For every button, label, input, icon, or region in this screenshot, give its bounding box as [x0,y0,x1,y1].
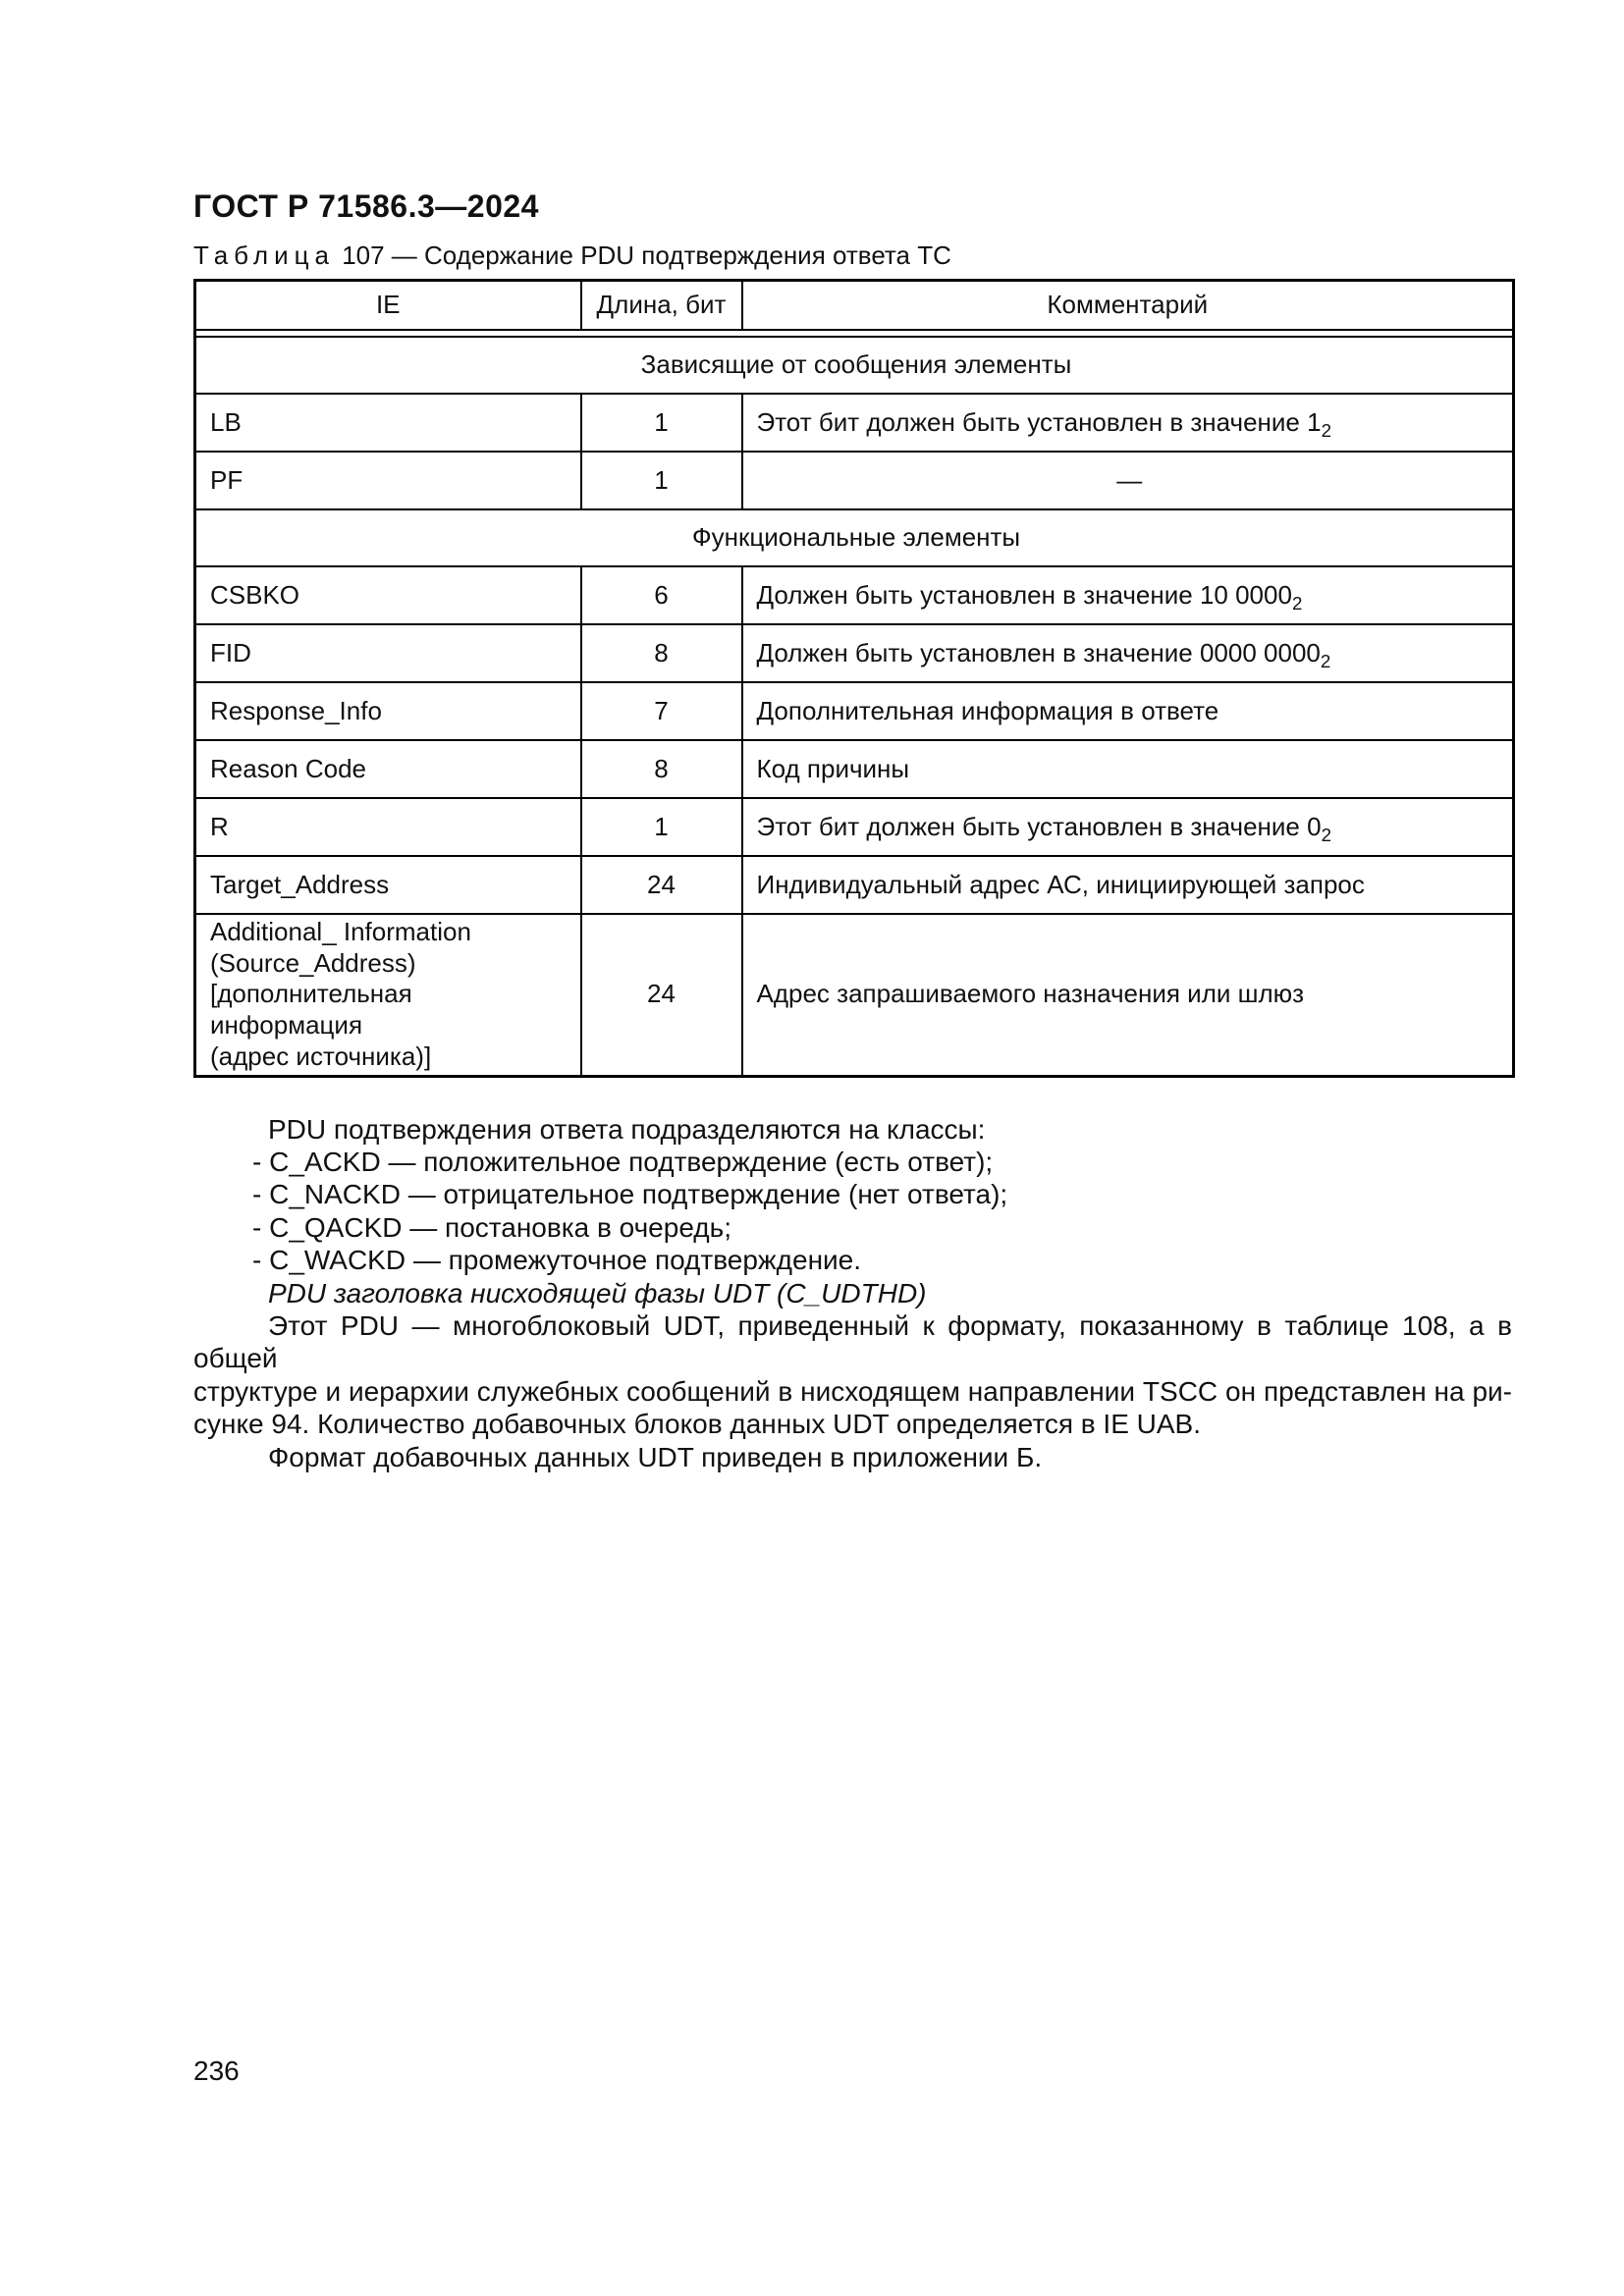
header-double-rule-gap [195,330,1514,337]
cell-comment: Код причины [742,740,1514,798]
table-caption [193,240,1512,271]
cell-ie: Target_Address [195,856,581,914]
cell-ie: LB [195,394,581,452]
pdu-content-table [193,279,1515,1078]
cell-comment: Этот бит должен быть установлен в значение $0_2$ [742,798,1514,856]
table-row [195,740,1514,798]
paragraph-line: Этот PDU — многоблоковый UDT, приведенный к формату, показанному в таблице 108, а в общей [193,1310,1512,1374]
cell-ie: FID [195,624,581,682]
italic-heading: PDU заголовка нисходящей фазы UDT (C_UDTHD) [268,1277,927,1308]
cell-length: 8 [581,740,742,798]
cell-ie: Additional_ Information (Source_Address) [дополнительная информация (адрес источника)] [195,914,581,1076]
table-caption-label: Таблица [193,240,335,270]
list-item: - C_ACKD — положительное подтверждение (есть ответ); [252,1147,994,1177]
cell-comment: Должен быть установлен в значение 0000 $0000_2$ [742,624,1514,682]
paragraph-line: структуре и иерархии служебных сообщений в нисходящем направлении TSCC он представлен на ри- [193,1375,1512,1407]
table-row [195,566,1514,624]
cell-ie: PF [195,452,581,509]
page-number: 236 [193,2056,240,2086]
cell-comment: Дополнительная информация в ответе [742,682,1514,740]
column-header-length: Длина, бит [581,281,742,331]
cell-length: 24 [581,856,742,914]
cell-ie: Reason Code [195,740,581,798]
section-title: Функциональные элементы [195,509,1514,566]
cell-comment: — [742,452,1514,509]
column-header-comment: Комментарий [742,281,1514,331]
cell-comment: Индивидуальный адрес АС, инициирующей запрос [742,856,1514,914]
cell-comment: Этот бит должен быть установлен в значение $1_2$ [742,394,1514,452]
cell-length: 1 [581,452,742,509]
table-row [195,798,1514,856]
table-row [195,914,1514,1076]
table-row [195,624,1514,682]
cell-length: 8 [581,624,742,682]
column-header-ie: IE [195,281,581,331]
cell-length: 1 [581,798,742,856]
table-header-row [195,281,1514,331]
list-item: - C_NACKD — отрицательное подтверждение (нет ответа); [252,1179,1008,1210]
table-row [195,856,1514,914]
table-row [195,394,1514,452]
cell-length: 24 [581,914,742,1076]
cell-ie: Response_Info [195,682,581,740]
paragraph-intro: PDU подтверждения ответа подразделяются на классы: [268,1113,986,1145]
body-text [193,1113,1512,1473]
document-page [193,0,1512,1473]
table-row [195,682,1514,740]
list-item: - C_WACKD — промежуточное подтверждение. [252,1245,862,1276]
cell-comment: Должен быть установлен в значение 10 $0000_2$ [742,566,1514,624]
table-row [195,452,1514,509]
cell-length: 6 [581,566,742,624]
list-item: - C_QACKD — постановка в очередь; [252,1211,731,1243]
section-row [195,337,1514,394]
section-row [195,509,1514,566]
cell-length: 7 [581,682,742,740]
section-title: Зависящие от сообщения элементы [195,337,1514,394]
cell-ie: R [195,798,581,856]
cell-ie: CSBKO [195,566,581,624]
paragraph-line: сунке 94. Количество добавочных блоков данных UDT определяется в IE UAB. [193,1409,1202,1440]
cell-comment: Адрес запрашиваемого назначения или шлюз [742,914,1514,1076]
standard-designation: ГОСТ Р 71586.3—2024 [193,188,539,224]
paragraph-final: Формат добавочных данных UDT приведен в приложении Б. [268,1441,1043,1472]
cell-length: 1 [581,394,742,452]
table-caption-text: 107 — Содержание PDU подтверждения ответа ТС [342,240,951,270]
